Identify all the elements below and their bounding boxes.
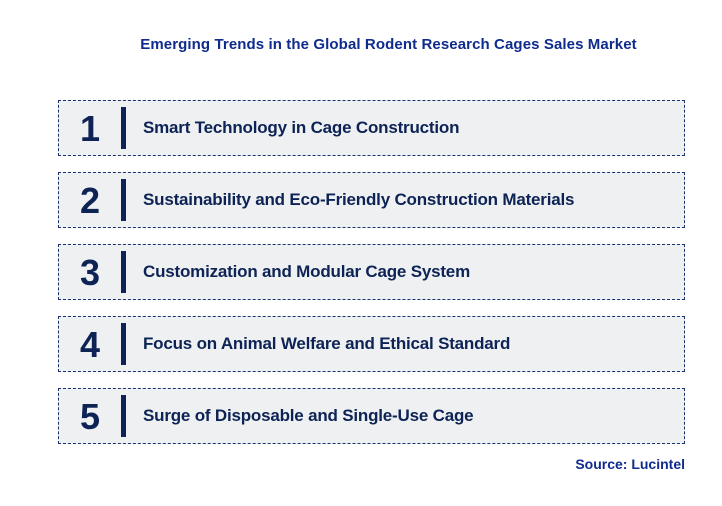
trend-label: Customization and Modular Cage System: [143, 262, 470, 281]
trend-number: 5: [79, 396, 101, 437]
trend-label: Sustainability and Eco-Friendly Construction Materials: [143, 190, 575, 209]
trend-box-2: [58, 172, 685, 228]
vertical-divider: [121, 251, 126, 293]
trend-number: 2: [79, 180, 101, 221]
trend-list: [58, 100, 685, 460]
trend-label: Surge of Disposable and Single-Use Cage: [143, 406, 474, 425]
vertical-divider: [121, 179, 126, 221]
page-title: Emerging Trends in the Global Rodent Research Cages Sales Market: [140, 36, 637, 53]
trend-box-1: [58, 100, 685, 156]
trend-number: 4: [79, 324, 101, 365]
trend-box-3: [58, 244, 685, 300]
source-attribution: Source: Lucintel: [575, 456, 685, 472]
trend-number: 1: [79, 108, 101, 149]
trend-box-5: [58, 388, 685, 444]
vertical-divider: [121, 395, 126, 437]
vertical-divider: [121, 107, 126, 149]
trend-box-4: [58, 316, 685, 372]
vertical-divider: [121, 323, 126, 365]
trend-number: 3: [79, 252, 101, 293]
trend-label: Focus on Animal Welfare and Ethical Standard: [143, 334, 511, 353]
trend-label: Smart Technology in Cage Construction: [143, 118, 460, 137]
